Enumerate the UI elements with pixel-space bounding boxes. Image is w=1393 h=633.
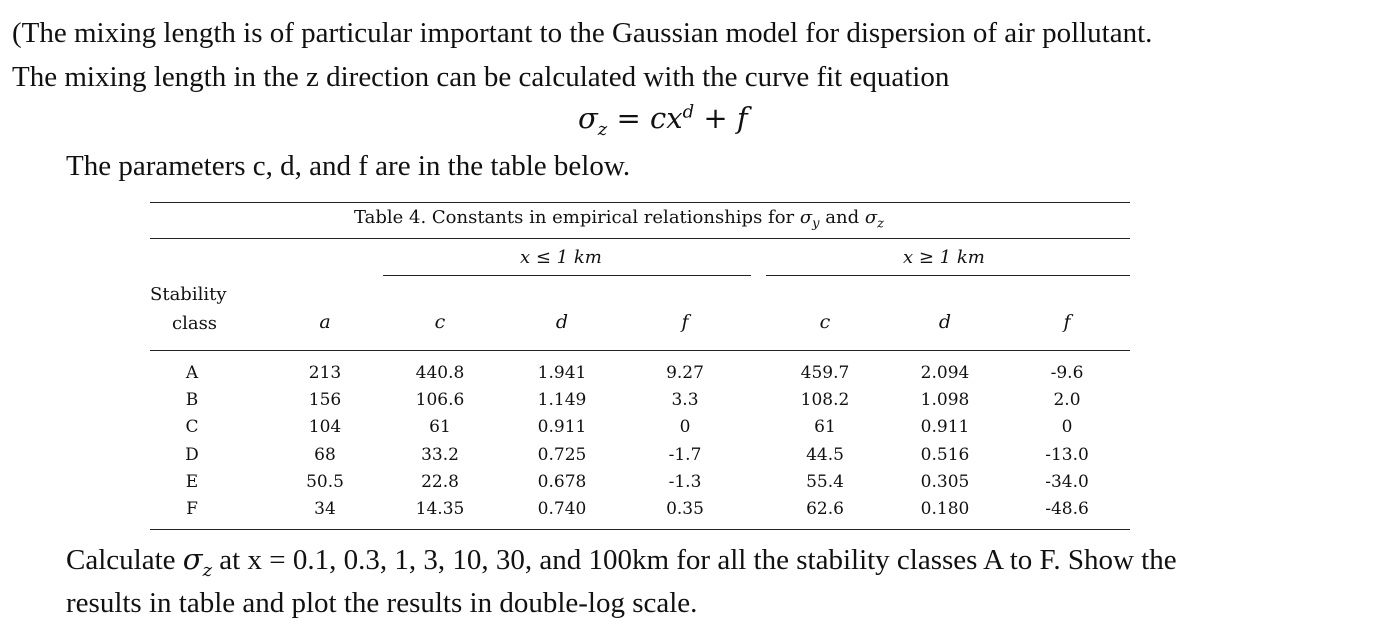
task-line-1-a: Calculate [66, 544, 183, 576]
table-cell: 0.516 [920, 444, 970, 465]
column-header: f [1063, 311, 1071, 333]
table-cell: 0.725 [537, 444, 587, 465]
stability-class-cell: A [185, 363, 199, 383]
column-header: f [681, 311, 689, 333]
table-cell: 156 [308, 390, 342, 411]
column-header: d [555, 311, 569, 333]
table-cell: -1.3 [668, 471, 702, 492]
task-line-1 [66, 542, 1177, 588]
task-line-1-b: at x = 0.1, 0.3, 1, 3, 10, 30, and 100km for all the stability classes A to F. Show the [212, 544, 1177, 576]
table-cell: 14.35 [415, 499, 465, 519]
params-line: The parameters c, d, and f are in the table below. [66, 150, 631, 182]
task-sigma-sub: z [202, 559, 213, 581]
caption-and: and [819, 207, 865, 228]
table-top-rule [150, 202, 1130, 203]
stability-class-cell: D [185, 444, 199, 465]
header-rule [150, 350, 1130, 351]
intro-line-2: The mixing length in the z direction can be calculated with the curve fit equation [12, 61, 950, 93]
table-cell: 34 [314, 499, 336, 519]
table-cell: 108.2 [800, 390, 850, 411]
group1-rule [383, 275, 751, 276]
table-cell: 2.094 [920, 363, 970, 383]
table-cell: 62.6 [806, 499, 844, 519]
table-cell: -1.7 [668, 444, 702, 465]
table-cell: 22.8 [421, 471, 459, 492]
table-cell: 50.5 [306, 471, 344, 492]
table-cell: 0.678 [537, 471, 587, 492]
stability-class-cell: F [186, 499, 198, 519]
table-cell: -9.6 [1050, 363, 1084, 383]
equation-lhs: σ [578, 101, 598, 135]
table-cell: 213 [308, 363, 342, 383]
table-cell: 2.0 [1053, 390, 1081, 411]
stability-class-cell: E [185, 471, 199, 492]
column-header: c [434, 311, 446, 333]
table-cell: 0.740 [537, 499, 587, 519]
table-cell: 9.27 [666, 363, 704, 383]
table-cell: 106.6 [415, 390, 465, 411]
table-cell: 44.5 [806, 444, 844, 465]
table-cell: -48.6 [1045, 499, 1089, 519]
stability-header-top: Stability [150, 284, 227, 305]
table-cell: 459.7 [800, 363, 850, 383]
equation [578, 101, 748, 140]
caption-rule [150, 238, 1130, 239]
stability-class-cell: B [185, 390, 199, 411]
caption-text: Table 4. Constants in empirical relationships for [354, 207, 800, 228]
group2-rule [766, 275, 1130, 276]
task-line-2: results in table and plot the results in double-log scale. [66, 587, 698, 619]
task-sigma: σ [182, 542, 203, 576]
caption-sigma-z-sub: z [877, 216, 884, 232]
equation-rhs: + f [694, 101, 748, 135]
table-caption [354, 207, 884, 232]
table-cell: 0 [679, 417, 691, 438]
table-cell: 3.3 [671, 390, 699, 411]
table-cell: 61 [814, 417, 836, 438]
table-cell: 0.305 [920, 471, 970, 492]
table-cell: 33.2 [421, 444, 459, 465]
column-header: a [319, 311, 331, 333]
table-cell: -34.0 [1045, 471, 1089, 492]
group-header-x-ge-1km: x ≥ 1 km [903, 247, 985, 268]
table-cell: 1.941 [537, 363, 587, 383]
table-cell: 104 [308, 417, 342, 438]
column-header: c [819, 311, 831, 333]
table-cell: 0.35 [666, 499, 704, 519]
stability-header-bottom: class [172, 313, 218, 334]
table-cell: 0.180 [920, 499, 970, 519]
equation-mid: = cx [607, 101, 683, 135]
group-header-x-le-1km: x ≤ 1 km [520, 247, 602, 268]
equation-exp: d [682, 101, 695, 123]
table-cell: 1.149 [537, 390, 587, 411]
table-cell: 0.911 [537, 417, 587, 438]
caption-sigma-y: σ [799, 207, 813, 228]
table-cell: -13.0 [1045, 444, 1089, 465]
table-cell: 0 [1061, 417, 1073, 438]
column-header: d [938, 311, 952, 333]
table-cell: 0.911 [920, 417, 970, 438]
caption-sigma-z: σ [864, 207, 878, 228]
table-cell: 440.8 [415, 363, 465, 383]
table-cell: 68 [314, 444, 336, 465]
table-cell: 55.4 [806, 471, 844, 492]
caption-sigma-y-sub: y [812, 216, 820, 232]
table-bottom-rule [150, 529, 1130, 530]
table-cell: 61 [429, 417, 451, 438]
equation-lhs-sub: z [597, 118, 608, 140]
intro-line-1: (The mixing length is of particular important to the Gaussian model for dispersion of air pollutant. [12, 17, 1153, 49]
stability-class-cell: C [185, 417, 199, 438]
table-cell: 1.098 [920, 390, 970, 411]
